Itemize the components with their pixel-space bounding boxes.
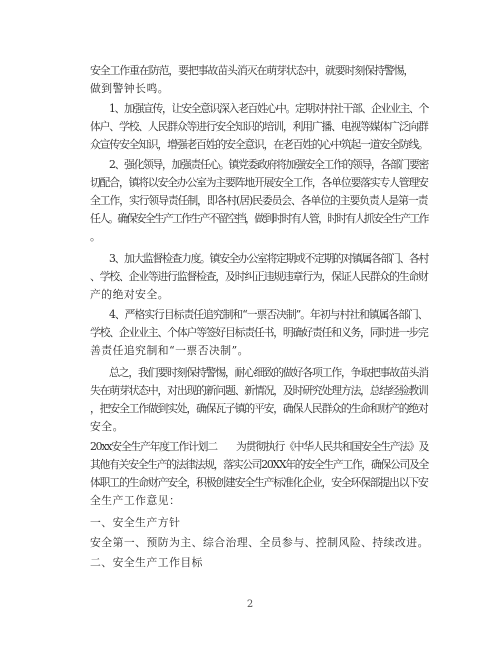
section-heading: 一、安全生产方针 (90, 516, 181, 529)
section-heading: 二、安全生产工作目标 (90, 556, 203, 569)
body-line: ，把安全工作做到实处，确保瓦子镇的平安，确保人民群众的生命和财产的绝对 (90, 402, 428, 415)
body-line: 4、严格实行目标责任追究制和“一票否决制”。年初与村社和镇属各部门、 (109, 308, 428, 321)
body-line: 众宣传安全知识，增强老百姓的安全意识，在老百姓的心中筑起一道安全防线。 (90, 138, 428, 151)
body-line: 其他有关安全生产的法律法规，落实公司20XX年的安全生产工作，确保公司及全 (90, 458, 429, 471)
body-line: 任人。确保安全生产工作生产不留空挡，做到时时有人管，时时有人抓安全生产工作 (90, 212, 428, 225)
body-line: 安全。 (90, 420, 124, 433)
body-line: 学校、企业业主、个体户等签好目标责任书，明确好责任和义务，同时进一步完 (90, 326, 428, 339)
body-line: 安全工作重在防范，要把事故苗头消灭在萌芽状态中，就要时刻保持警惕， (90, 64, 414, 77)
body-line: 全生产工作意见： (90, 494, 181, 507)
body-line: 体户、学校、人民群众等进行安全知识的培训，利用广播、电视等媒体广泛向群 (90, 120, 428, 133)
body-line: 失在萌芽状态中，对出现的新问题、新情况，及时研究处理方法，总结经验教训 (90, 384, 428, 397)
page-number: 2 (246, 599, 254, 610)
body-line: 产的绝对安全。 (90, 288, 170, 301)
body-line: 3、加大监督检查力度。镇安全办公室将定期或不定期的对镇属各部门、各村 (109, 252, 428, 265)
body-line: 做到警钟长鸣。 (90, 82, 170, 95)
body-line: 、学校、企业等进行监督检查，及时纠正违规违章行为，保证人民群众的生命财 (90, 270, 428, 283)
body-line: 切配合，镇将以安全办公室为主要阵地开展安全工作，各单位要落实专人管理安 (90, 176, 428, 189)
body-line: 2、强化领导，加强责任心。镇党委政府将加强安全工作的领导，各部门要密 (109, 158, 428, 171)
body-line: 20xx安全生产年度工作计划二 为贯彻执行《中华人民共和国安全生产法》及 (90, 440, 429, 453)
body-line: 总之，我们要时刻保持警惕，耐心细致的做好各项工作，争取把事故苗头消 (109, 366, 429, 379)
body-line: 善责任追究制和“一票否决制”。 (90, 344, 249, 357)
body-line: 。 (90, 230, 102, 243)
body-line: 安全第一、预防为主、综合治理、全员参与、控制风险、持续改进。 (90, 536, 429, 549)
body-line: 全工作，实行领导责任制，即各村(居)民委员会、各单位的主要负责人是第一责 (90, 194, 428, 207)
body-line: 体职工的生命财产安全，积极创建安全生产标准化企业，安全环保部提出以下安 (90, 476, 428, 489)
body-line: 1、加强宣传，让安全意识深入老百姓心中。定期对村社干部、企业业主、个 (109, 102, 428, 115)
